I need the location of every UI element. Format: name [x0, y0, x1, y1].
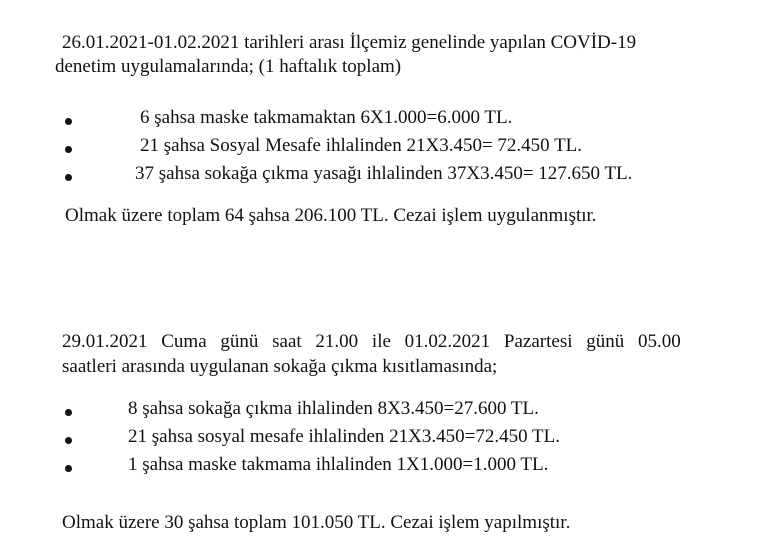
- bullet-icon: [65, 146, 72, 153]
- list-item: 21 şahsa sosyal mesafe ihlalinden 21X3.450=72.450 TL.: [128, 426, 560, 447]
- section1-intro-line2: denetim uygulamalarında; (1 haftalık toplam): [55, 56, 402, 77]
- section1-intro-line1: 26.01.2021-01.02.2021 tarihleri arası İlçemiz genelinde yapılan COVİD-19: [62, 32, 637, 53]
- section2-intro-line2: saatleri arasında uygulanan sokağa çıkma kısıtlamasında;: [62, 356, 498, 377]
- list-item: 6 şahsa maske takmamaktan 6X1.000=6.000 TL.: [140, 107, 513, 128]
- bullet-icon: [65, 465, 72, 472]
- bullet-icon: [65, 437, 72, 444]
- bullet-icon: [65, 118, 72, 125]
- bullet-icon: [65, 174, 72, 181]
- list-item: 37 şahsa sokağa çıkma yasağı ihlalinden 37X3.450= 127.650 TL.: [135, 163, 633, 184]
- section2-summary: Olmak üzere 30 şahsa toplam 101.050 TL. Cezai işlem yapılmıştır.: [62, 512, 571, 533]
- list-item: 21 şahsa Sosyal Mesafe ihlalinden 21X3.450= 72.450 TL.: [140, 135, 583, 156]
- list-item: 8 şahsa sokağa çıkma ihlalinden 8X3.450=27.600 TL.: [128, 398, 539, 419]
- section2-intro-line1: 29.01.2021 Cuma günü saat 21.00 ile 01.02.2021 Pazartesi günü 05.00: [62, 331, 681, 352]
- bullet-icon: [65, 409, 72, 416]
- section1-summary: Olmak üzere toplam 64 şahsa 206.100 TL. Cezai işlem uygulanmıştır.: [65, 205, 597, 226]
- list-item: 1 şahsa maske takmama ihlalinden 1X1.000=1.000 TL.: [128, 454, 549, 475]
